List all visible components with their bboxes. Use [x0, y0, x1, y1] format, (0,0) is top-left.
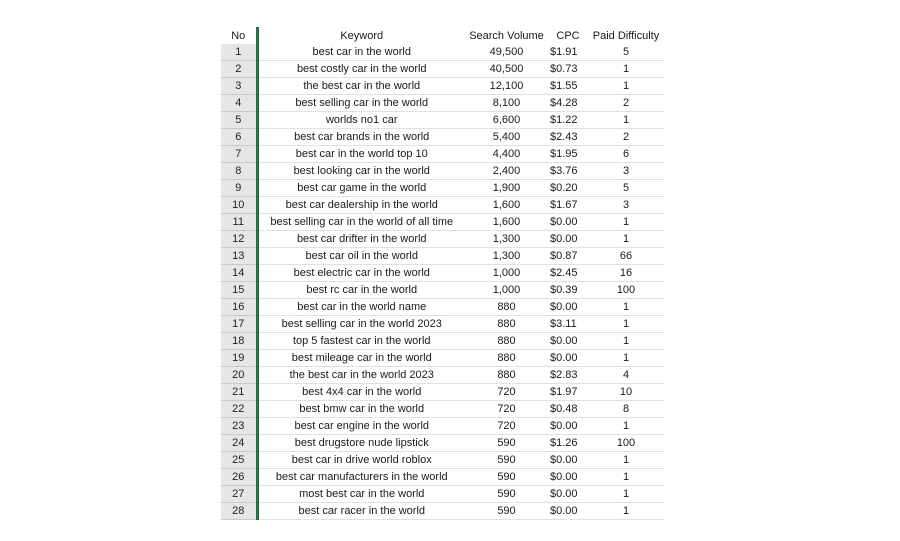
paid-difficulty-cell[interactable]: 1 [588, 333, 664, 350]
header-paid-difficulty[interactable]: Paid Difficulty [592, 29, 660, 42]
cpc-cell[interactable]: $0.73 [548, 61, 588, 78]
keyword-cell[interactable]: best car in the world [257, 44, 465, 61]
row-number-cell[interactable]: 3 [221, 78, 257, 95]
search-volume-cell[interactable]: 6,600 [465, 112, 548, 129]
row-number-cell[interactable]: 28 [221, 503, 257, 520]
keyword-cell[interactable]: worlds no1 car [257, 112, 465, 129]
header-search-volume[interactable]: Search Volume [469, 29, 544, 42]
keyword-cell[interactable]: best mileage car in the world [257, 350, 465, 367]
paid-difficulty-cell[interactable]: 6 [588, 146, 664, 163]
keyword-cell[interactable]: best car oil in the world [257, 248, 465, 265]
keyword-cell[interactable]: best rc car in the world [257, 282, 465, 299]
search-volume-cell[interactable]: 720 [465, 418, 548, 435]
cpc-cell[interactable]: $2.43 [548, 129, 588, 146]
search-volume-cell[interactable]: 720 [465, 384, 548, 401]
keyword-spreadsheet [221, 27, 664, 520]
search-volume-cell[interactable]: 1,900 [465, 180, 548, 197]
row-number-cell[interactable]: 2 [221, 61, 257, 78]
paid-difficulty-cell[interactable]: 1 [588, 350, 664, 367]
paid-difficulty-cell[interactable]: 2 [588, 95, 664, 112]
search-volume-cell[interactable]: 1,300 [465, 231, 548, 248]
row-number-cell[interactable]: 17 [221, 316, 257, 333]
paid-difficulty-cell[interactable]: 10 [588, 384, 664, 401]
keyword-cell[interactable]: most best car in the world [257, 486, 465, 503]
cpc-cell[interactable]: $0.39 [548, 282, 588, 299]
header-keyword[interactable]: Keyword [340, 29, 384, 42]
paid-difficulty-cell[interactable]: 8 [588, 401, 664, 418]
paid-difficulty-cell[interactable]: 5 [588, 44, 664, 61]
row-number-cell[interactable]: 1 [221, 44, 257, 61]
table-row [221, 112, 664, 129]
row-number-cell[interactable]: 19 [221, 350, 257, 367]
paid-difficulty-cell[interactable]: 2 [588, 129, 664, 146]
keyword-cell[interactable]: best electric car in the world [257, 265, 465, 282]
row-number-cell[interactable]: 23 [221, 418, 257, 435]
keyword-cell[interactable]: best car racer in the world [257, 503, 465, 520]
paid-difficulty-cell[interactable]: 1 [588, 503, 664, 520]
search-volume-cell[interactable]: 880 [465, 333, 548, 350]
keyword-cell[interactable]: best bmw car in the world [257, 401, 465, 418]
table-row [221, 333, 664, 350]
keyword-cell[interactable]: best 4x4 car in the world [257, 384, 465, 401]
table-row [221, 401, 664, 418]
search-volume-cell[interactable]: 590 [465, 435, 548, 452]
paid-difficulty-cell[interactable]: 1 [588, 452, 664, 469]
search-volume-cell[interactable]: 1,600 [465, 197, 548, 214]
cpc-cell[interactable]: $0.00 [548, 418, 588, 435]
row-number-cell[interactable]: 7 [221, 146, 257, 163]
row-number-cell[interactable]: 25 [221, 452, 257, 469]
table-row [221, 435, 664, 452]
table-row [221, 129, 664, 146]
table-row [221, 469, 664, 486]
table-row [221, 282, 664, 299]
row-number-cell[interactable]: 20 [221, 367, 257, 384]
table-row [221, 350, 664, 367]
header-row [221, 27, 664, 44]
paid-difficulty-cell[interactable]: 1 [588, 61, 664, 78]
row-number-cell[interactable]: 4 [221, 95, 257, 112]
table-row [221, 163, 664, 180]
table-row [221, 248, 664, 265]
keyword-cell[interactable]: top 5 fastest car in the world [257, 333, 465, 350]
row-number-cell[interactable]: 8 [221, 163, 257, 180]
keyword-cell[interactable]: best selling car in the world [257, 95, 465, 112]
cpc-cell[interactable]: $1.26 [548, 435, 588, 452]
paid-difficulty-cell[interactable]: 1 [588, 469, 664, 486]
paid-difficulty-cell[interactable]: 1 [588, 214, 664, 231]
cpc-cell[interactable]: $2.83 [548, 367, 588, 384]
paid-difficulty-cell[interactable]: 1 [588, 78, 664, 95]
paid-difficulty-cell[interactable]: 66 [588, 248, 664, 265]
table-row [221, 180, 664, 197]
row-number-cell[interactable]: 5 [221, 112, 257, 129]
search-volume-cell[interactable]: 12,100 [465, 78, 548, 95]
paid-difficulty-cell[interactable]: 1 [588, 231, 664, 248]
keyword-cell[interactable]: best car in the world top 10 [257, 146, 465, 163]
paid-difficulty-cell[interactable]: 100 [588, 282, 664, 299]
cpc-cell[interactable]: $0.00 [548, 299, 588, 316]
row-number-cell[interactable]: 27 [221, 486, 257, 503]
row-number-cell[interactable]: 16 [221, 299, 257, 316]
paid-difficulty-cell[interactable]: 100 [588, 435, 664, 452]
search-volume-cell[interactable]: 590 [465, 452, 548, 469]
keyword-cell[interactable]: best car in drive world roblox [257, 452, 465, 469]
search-volume-cell[interactable]: 1,000 [465, 282, 548, 299]
keyword-cell[interactable]: best car engine in the world [257, 418, 465, 435]
cpc-cell[interactable]: $1.55 [548, 78, 588, 95]
search-volume-cell[interactable]: 40,500 [465, 61, 548, 78]
row-number-cell[interactable]: 13 [221, 248, 257, 265]
search-volume-cell[interactable]: 1,000 [465, 265, 548, 282]
cpc-cell[interactable]: $1.95 [548, 146, 588, 163]
cpc-cell[interactable]: $0.87 [548, 248, 588, 265]
table-row [221, 61, 664, 78]
table-row [221, 452, 664, 469]
row-number-cell[interactable]: 21 [221, 384, 257, 401]
search-volume-cell[interactable]: 5,400 [465, 129, 548, 146]
cpc-cell[interactable]: $1.67 [548, 197, 588, 214]
table-row [221, 384, 664, 401]
paid-difficulty-cell[interactable]: 3 [588, 163, 664, 180]
table-row [221, 146, 664, 163]
header-no[interactable]: No [221, 27, 257, 44]
paid-difficulty-cell[interactable]: 1 [588, 418, 664, 435]
keyword-cell[interactable]: best costly car in the world [257, 61, 465, 78]
search-volume-cell[interactable]: 8,100 [465, 95, 548, 112]
row-number-cell[interactable]: 15 [221, 282, 257, 299]
cpc-cell[interactable]: $0.00 [548, 231, 588, 248]
keyword-cell[interactable]: best looking car in the world [257, 163, 465, 180]
cpc-cell[interactable]: $1.97 [548, 384, 588, 401]
keyword-cell[interactable]: best drugstore nude lipstick [257, 435, 465, 452]
paid-difficulty-cell[interactable]: 1 [588, 316, 664, 333]
search-volume-cell[interactable]: 720 [465, 401, 548, 418]
cpc-cell[interactable]: $0.00 [548, 214, 588, 231]
row-number-cell[interactable]: 6 [221, 129, 257, 146]
keyword-cell[interactable]: best car brands in the world [257, 129, 465, 146]
keyword-cell[interactable]: best car manufacturers in the world [257, 469, 465, 486]
keyword-table [221, 27, 664, 520]
row-number-cell[interactable]: 11 [221, 214, 257, 231]
row-number-cell[interactable]: 24 [221, 435, 257, 452]
cpc-cell[interactable]: $1.22 [548, 112, 588, 129]
header-cpc[interactable]: CPC [556, 29, 580, 42]
row-number-cell[interactable]: 18 [221, 333, 257, 350]
cpc-cell[interactable]: $3.11 [548, 316, 588, 333]
search-volume-cell[interactable]: 590 [465, 503, 548, 520]
table-row [221, 78, 664, 95]
paid-difficulty-cell[interactable]: 1 [588, 486, 664, 503]
cpc-cell[interactable]: $4.28 [548, 95, 588, 112]
table-row [221, 265, 664, 282]
table-row [221, 214, 664, 231]
row-number-cell[interactable]: 9 [221, 180, 257, 197]
keyword-cell[interactable]: best car in the world name [257, 299, 465, 316]
keyword-cell[interactable]: best car drifter in the world [257, 231, 465, 248]
cpc-cell[interactable]: $0.20 [548, 180, 588, 197]
paid-difficulty-cell[interactable]: 3 [588, 197, 664, 214]
search-volume-cell[interactable]: 49,500 [465, 44, 548, 61]
cpc-cell[interactable]: $0.00 [548, 350, 588, 367]
search-volume-cell[interactable]: 4,400 [465, 146, 548, 163]
table-row [221, 418, 664, 435]
row-number-cell[interactable]: 14 [221, 265, 257, 282]
cpc-cell[interactable]: $3.76 [548, 163, 588, 180]
search-volume-cell[interactable]: 880 [465, 316, 548, 333]
cpc-cell[interactable]: $0.48 [548, 401, 588, 418]
keyword-cell[interactable]: best selling car in the world of all time [257, 214, 465, 231]
table-row [221, 44, 664, 61]
table-row [221, 367, 664, 384]
table-row [221, 486, 664, 503]
table-row [221, 197, 664, 214]
table-row [221, 503, 664, 520]
keyword-cell[interactable]: the best car in the world 2023 [257, 367, 465, 384]
table-row [221, 316, 664, 333]
table-row [221, 231, 664, 248]
search-volume-cell[interactable]: 1,300 [465, 248, 548, 265]
paid-difficulty-cell[interactable]: 16 [588, 265, 664, 282]
paid-difficulty-cell[interactable]: 4 [588, 367, 664, 384]
table-row [221, 299, 664, 316]
cpc-cell[interactable]: $2.45 [548, 265, 588, 282]
keyword-cell[interactable]: best car dealership in the world [257, 197, 465, 214]
keyword-cell[interactable]: best car game in the world [257, 180, 465, 197]
paid-difficulty-cell[interactable]: 1 [588, 112, 664, 129]
cpc-cell[interactable]: $0.00 [548, 469, 588, 486]
keyword-cell[interactable]: best selling car in the world 2023 [257, 316, 465, 333]
keyword-cell[interactable]: the best car in the world [257, 78, 465, 95]
cpc-cell[interactable]: $0.00 [548, 452, 588, 469]
paid-difficulty-cell[interactable]: 5 [588, 180, 664, 197]
cpc-cell[interactable]: $1.91 [548, 44, 588, 61]
cpc-cell[interactable]: $0.00 [548, 333, 588, 350]
cpc-cell[interactable]: $0.00 [548, 503, 588, 520]
search-volume-cell[interactable]: 880 [465, 350, 548, 367]
cpc-cell[interactable]: $0.00 [548, 486, 588, 503]
row-number-cell[interactable]: 22 [221, 401, 257, 418]
search-volume-cell[interactable]: 590 [465, 469, 548, 486]
search-volume-cell[interactable]: 1,600 [465, 214, 548, 231]
table-row [221, 95, 664, 112]
paid-difficulty-cell[interactable]: 1 [588, 299, 664, 316]
search-volume-cell[interactable]: 590 [465, 486, 548, 503]
search-volume-cell[interactable]: 2,400 [465, 163, 548, 180]
row-number-cell[interactable]: 12 [221, 231, 257, 248]
search-volume-cell[interactable]: 880 [465, 367, 548, 384]
row-number-cell[interactable]: 10 [221, 197, 257, 214]
search-volume-cell[interactable]: 880 [465, 299, 548, 316]
row-number-cell[interactable]: 26 [221, 469, 257, 486]
